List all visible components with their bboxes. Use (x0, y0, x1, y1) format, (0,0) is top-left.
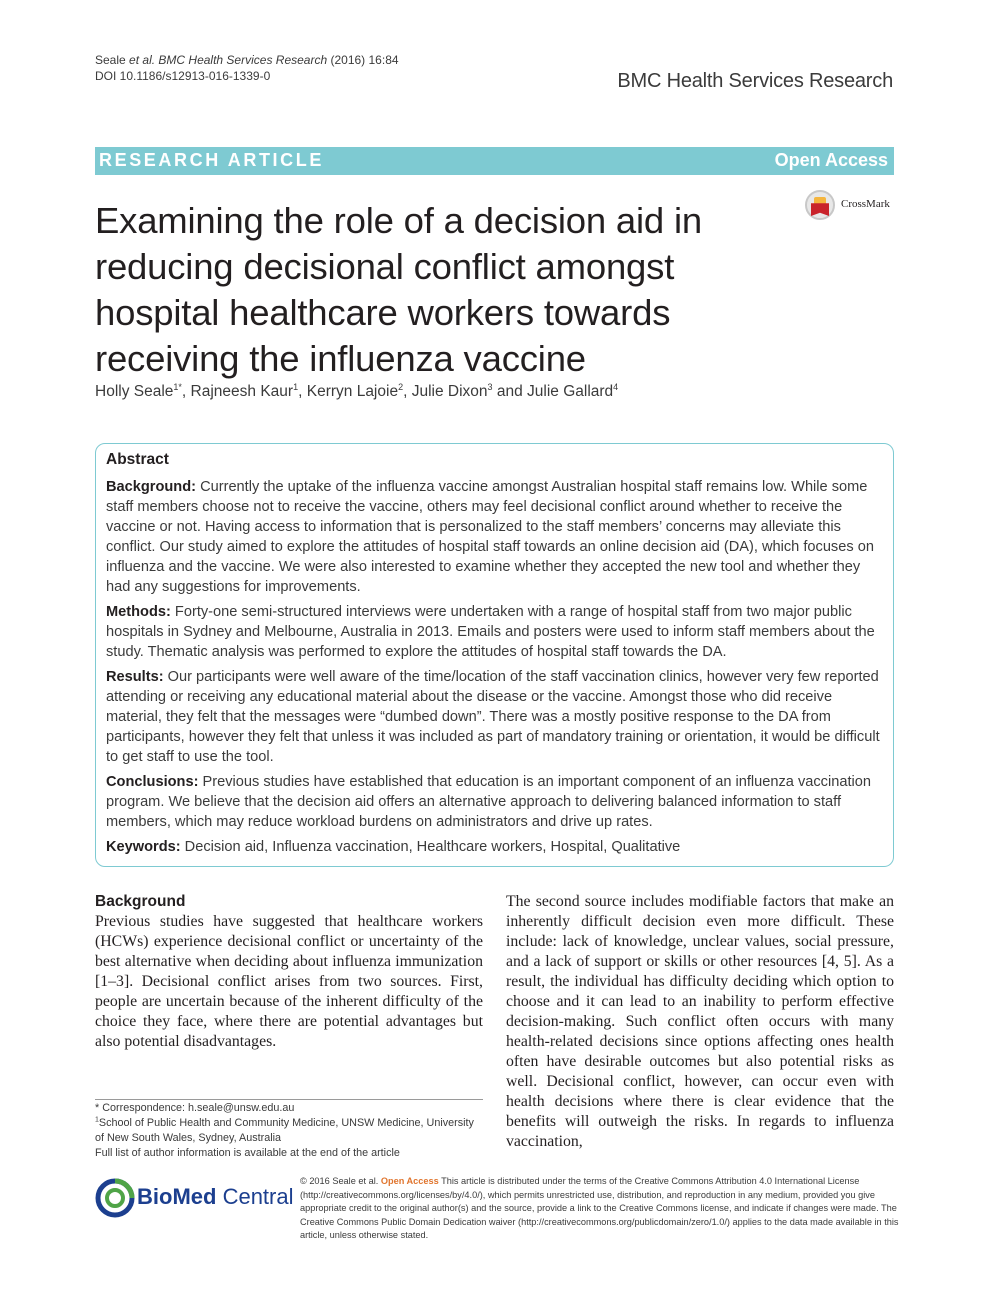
logo-regular-text: Central (216, 1184, 294, 1209)
article-type-banner (95, 147, 894, 175)
citation-etal: et al. (129, 53, 156, 67)
correspondence-note: * Correspondence: h.seale@unsw.edu.au (95, 1102, 295, 1114)
body-column-right (506, 892, 894, 1152)
abstract-section-label: Conclusions: (106, 774, 199, 790)
abstract-section (106, 477, 883, 597)
abstract-section-text: Our participants were well aware of the time/location of the staff vaccination clinics, however very few reported attending or receiving any educational material about the disease or the vaccine. Amongst those who did receive material, they felt that the messages were “dumbed down”. There was a mostly positive response to the DA from participants, however they felt that unless it was included as part of mandatory training or orientation, it would be difficult to get staff to use the tool. (106, 669, 880, 765)
citation-journal: BMC Health Services Research (158, 53, 328, 67)
author-separator: and (492, 383, 528, 400)
citation-year-volume: (2016) 16:84 (330, 53, 399, 67)
author-affiliation-sup: 1 (293, 381, 299, 392)
crossmark-button[interactable] (805, 190, 897, 222)
author-affiliation-sup: 4 (613, 381, 619, 392)
abstract-heading: Abstract (106, 451, 169, 468)
abstract-section-label: Methods: (106, 604, 171, 620)
affiliation-text: School of Public Health and Community Medicine, UNSW Medicine, University of New South Wales, Sydney, Australia (95, 1117, 474, 1144)
logo-bold-text: BioMed (137, 1184, 217, 1209)
citation-author: Seale (95, 53, 126, 67)
citation-block (95, 52, 399, 84)
author-separator: , (403, 383, 412, 400)
abstract-section-text: Currently the uptake of the influenza vaccine amongst Australian hospital staff remains low. While some staff members choose not to receive the vaccine, others may feel decisional conflict around whether to receive the vaccine or not. Having access to information that is personalized to the staff members’ concerns may alleviate this conflict. Our study aimed to explore the attitudes of hospital staff towards an online decision aid (DA), which focuses on influenza and the vaccine. We were also interested to examine whether they accepted the new tool and whether they had any suggestions for improvements. (106, 479, 874, 595)
citation-line (95, 52, 399, 68)
article-type-label: RESEARCH ARTICLE (99, 150, 324, 170)
author-name[interactable]: Julie Gallard (527, 383, 614, 400)
abstract-section-text: Forty-one semi-structured interviews were undertaken with a range of hospital staff from two major public hospitals in Sydney and Melbourne, Australia in 2013. Emails and posters were used to inform staff members about the study. Thematic analysis was performed to explore the attitudes of hospital staff towards the DA. (106, 604, 875, 660)
author-affiliation-sup: 1* (173, 381, 182, 392)
author-name[interactable]: Holly Seale (95, 383, 174, 400)
license-text: This article is distributed under the terms of the Creative Commons Attribution 4.0 International License (http://creativecommons.org/licenses/by/4.0/), which permits unrestricted use, distribution, and reproduction in any medium, provided you give appropriate credit to the original author(s) and the source, provide a link to the Creative Commons license, and indicate if changes were made. The Creative Commons Public Domain Dedication waiver (http://creativecommons.org/publicdomain/zero/1.0/) applies to the data made available in this article, unless otherwise stated. (300, 1176, 899, 1241)
abstract-sections (106, 477, 883, 857)
footnote-divider (95, 1099, 483, 1100)
author-list (95, 383, 618, 401)
abstract-section-label: Keywords: (106, 839, 181, 855)
biomed-central-wordmark (137, 1184, 294, 1210)
author-affiliation-sup: 2 (398, 381, 404, 392)
abstract-section (106, 602, 883, 662)
article-title: Examining the role of a decision aid in reducing decisional conflict amongst hospital healthcare workers towards receiving the influenza vaccine (95, 200, 702, 379)
crossmark-icon (805, 190, 835, 220)
affiliation-sup: 1 (95, 1116, 99, 1124)
abstract-section-text: Previous studies have established that education is an important component of an influenza vaccination program. We believe that the decision aid offers an alternative approach to delivering balanced information to staff members, which may reduce workload burdens on administrators and drive up rates. (106, 774, 871, 830)
author-separator: , (298, 383, 307, 400)
background-heading: Background (95, 893, 186, 910)
background-paragraph-left: Previous studies have suggested that healthcare workers (HCWs) experience decisional conflict or uncertainty of the best alternative when deciding about influenza immunization [1–3]. Decisional conflict arises from two sources. First, people are uncertain because of the inherent difficulty of the choice they face, where there are potential advantages but also potential disadvantages. (95, 913, 483, 1050)
footnotes (95, 1101, 483, 1161)
author-name[interactable]: Kerryn Lajoie (306, 383, 399, 400)
abstract-section-label: Background: (106, 479, 196, 495)
author-name[interactable]: Rajneesh Kaur (190, 383, 294, 400)
author-separator: , (181, 383, 191, 400)
author-info-note: Full list of author information is available at the end of the article (95, 1147, 400, 1159)
abstract-section-text: Decision aid, Influenza vaccination, Healthcare workers, Hospital, Qualitative (184, 839, 681, 855)
crossmark-label: CrossMark (841, 198, 890, 210)
biomed-central-swirl-icon (95, 1178, 135, 1218)
background-paragraph-right: The second source includes modifiable factors that make an inherently difficult decision even more difficult. These include: lack of knowledge, unclear values, social pressure, and a lack of support or skills or other resources [4, 5]. As a result, the individual has difficulty deciding which option to choose and it can lead to an inability to perform effective decision-making. Such conflict often occurs with many health-related decisions since options affecting ones health often have desirable outcomes but also potential risks as well. Decisional conflict, however, can occur even with health decisions where there is clear evidence that the benefits will outweigh the risks. In regards to influenza vaccination, (506, 893, 894, 1150)
abstract-section (106, 837, 883, 857)
license-prefix: © 2016 Seale et al. (300, 1176, 381, 1186)
abstract-section (106, 772, 883, 832)
body-column-left (95, 893, 483, 1052)
author-affiliation-sup: 3 (487, 381, 493, 392)
open-access-label: Open Access (774, 150, 888, 170)
license-statement (300, 1175, 900, 1243)
biomed-central-logo[interactable] (95, 1178, 294, 1220)
journal-name: BMC Health Services Research (617, 70, 893, 92)
abstract-section-label: Results: (106, 669, 164, 685)
abstract-box (95, 443, 894, 867)
license-open-access: Open Access (380, 1176, 439, 1186)
doi[interactable]: DOI 10.1186/s12913-016-1339-0 (95, 69, 271, 83)
affiliation-note (95, 1116, 483, 1146)
abstract-section (106, 667, 883, 767)
author-name[interactable]: Julie Dixon (411, 383, 488, 400)
